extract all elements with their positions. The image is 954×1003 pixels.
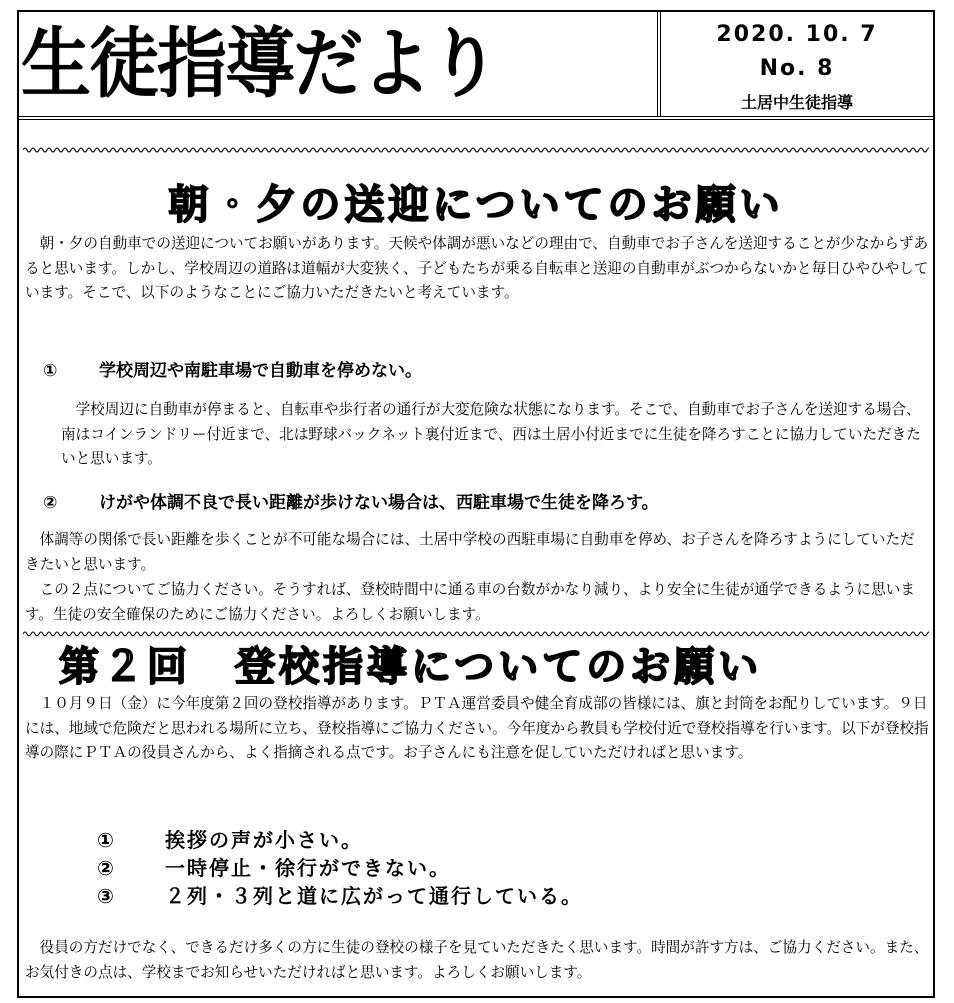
publisher: 土居中生徒指導 xyxy=(740,93,853,112)
section2-intro: １０月９日（金）に今年度第２回の登校指導があります。ＰＴＡ運営委員や健全育成部の皆様には、旗と封筒をお配りしています。９日には、地域で危険だと思われる場所に立ち、登校指導にご協力ください。今年度から教員も学校付近で登校指導を行います。以下が登校指導の際にＰＴＡの役員さんから、よく指摘される点です。お子さんにも注意を促していただければと思います。 xyxy=(25,695,929,761)
newsletter-title: 生徒指導だより xyxy=(21,19,498,108)
point-number: ③ xyxy=(97,884,116,908)
newsletter-page xyxy=(17,10,935,998)
wavy-divider-middle xyxy=(23,630,929,638)
point-list xyxy=(97,826,583,910)
masthead xyxy=(19,12,933,120)
list-item xyxy=(97,882,583,910)
section1-item1-body: 学校周辺に自動車が停まると、自転車や歩行者の通行が大変危険な状態になります。そこで、自動車でお子さんを送迎する場合、南はコインランドリー付近まで、北は野球バックネット裏付近まで、西は土居小付近までに生徒を降ろすことに協力していただきたいと思います。 xyxy=(61,401,921,467)
section2-heading: 第２回 登校指導についてのお願い xyxy=(59,644,763,690)
section1-item2-body: 体調等の関係で長い距離を歩くことが不可能な場合には、土居中学校の西駐車場に自動車を停め、お子さんを降ろすようにしていただきたいと思います。 xyxy=(25,531,915,573)
point-text: ２列・３列と道に広がって通行している。 xyxy=(165,884,583,908)
point-number: ① xyxy=(97,828,116,852)
point-number: ② xyxy=(97,856,116,880)
section1-closing: この２点についてご協力ください。そうすれば、登校時間中に通る車の台数がかなり減り、より安全に生徒が通学できるように思います。生徒の安全確保のためにご協力ください。よろしくお願いします。 xyxy=(25,581,915,623)
item1-title-text: 学校周辺や南駐車場で自動車を停めない。 xyxy=(99,361,422,381)
item2-number: ② xyxy=(43,493,58,513)
section2-closing: 役員の方だけでなく、できるだけ多くの方に生徒の登校の様子を見ていただきたく思います。時間が許す方は、ご協力ください。また、お気付きの点は、学校までお知らせいただければと思います。よろしくお願いします。 xyxy=(25,939,929,981)
point-text: 挨拶の声が小さい。 xyxy=(165,828,363,852)
item1-number: ① xyxy=(43,361,58,381)
list-item xyxy=(97,826,583,854)
issue-info xyxy=(657,12,933,116)
section1-intro: 朝・夕の自動車での送迎についてお願いがあります。天候や体調が悪いなどの理由で、自動車でお子さんを送迎することが少なからずあると思います。しかし、学校周辺の道路は道幅が大変狭く、子どもたちが乗る自転車と送迎の自動車がぶつからないかと毎日ひやひやしています。そこで、以下のようなことにご協力いただきたいと考えています。 xyxy=(25,235,929,301)
point-text: 一時停止・徐行ができない。 xyxy=(165,856,451,880)
section1-item1-title xyxy=(43,356,923,381)
issue-date: 2020. 10. 7 xyxy=(716,22,878,47)
section1-item2-title xyxy=(43,488,923,513)
section1-heading: 朝・夕の送迎についてのお願い xyxy=(168,182,784,228)
item2-title-text: けがや体調不良で長い距離が歩けない場合は、西駐車場で生徒を降ろす。 xyxy=(99,493,659,513)
wavy-divider-top xyxy=(23,146,929,154)
list-item xyxy=(97,854,583,882)
issue-number: No. 8 xyxy=(759,56,835,81)
